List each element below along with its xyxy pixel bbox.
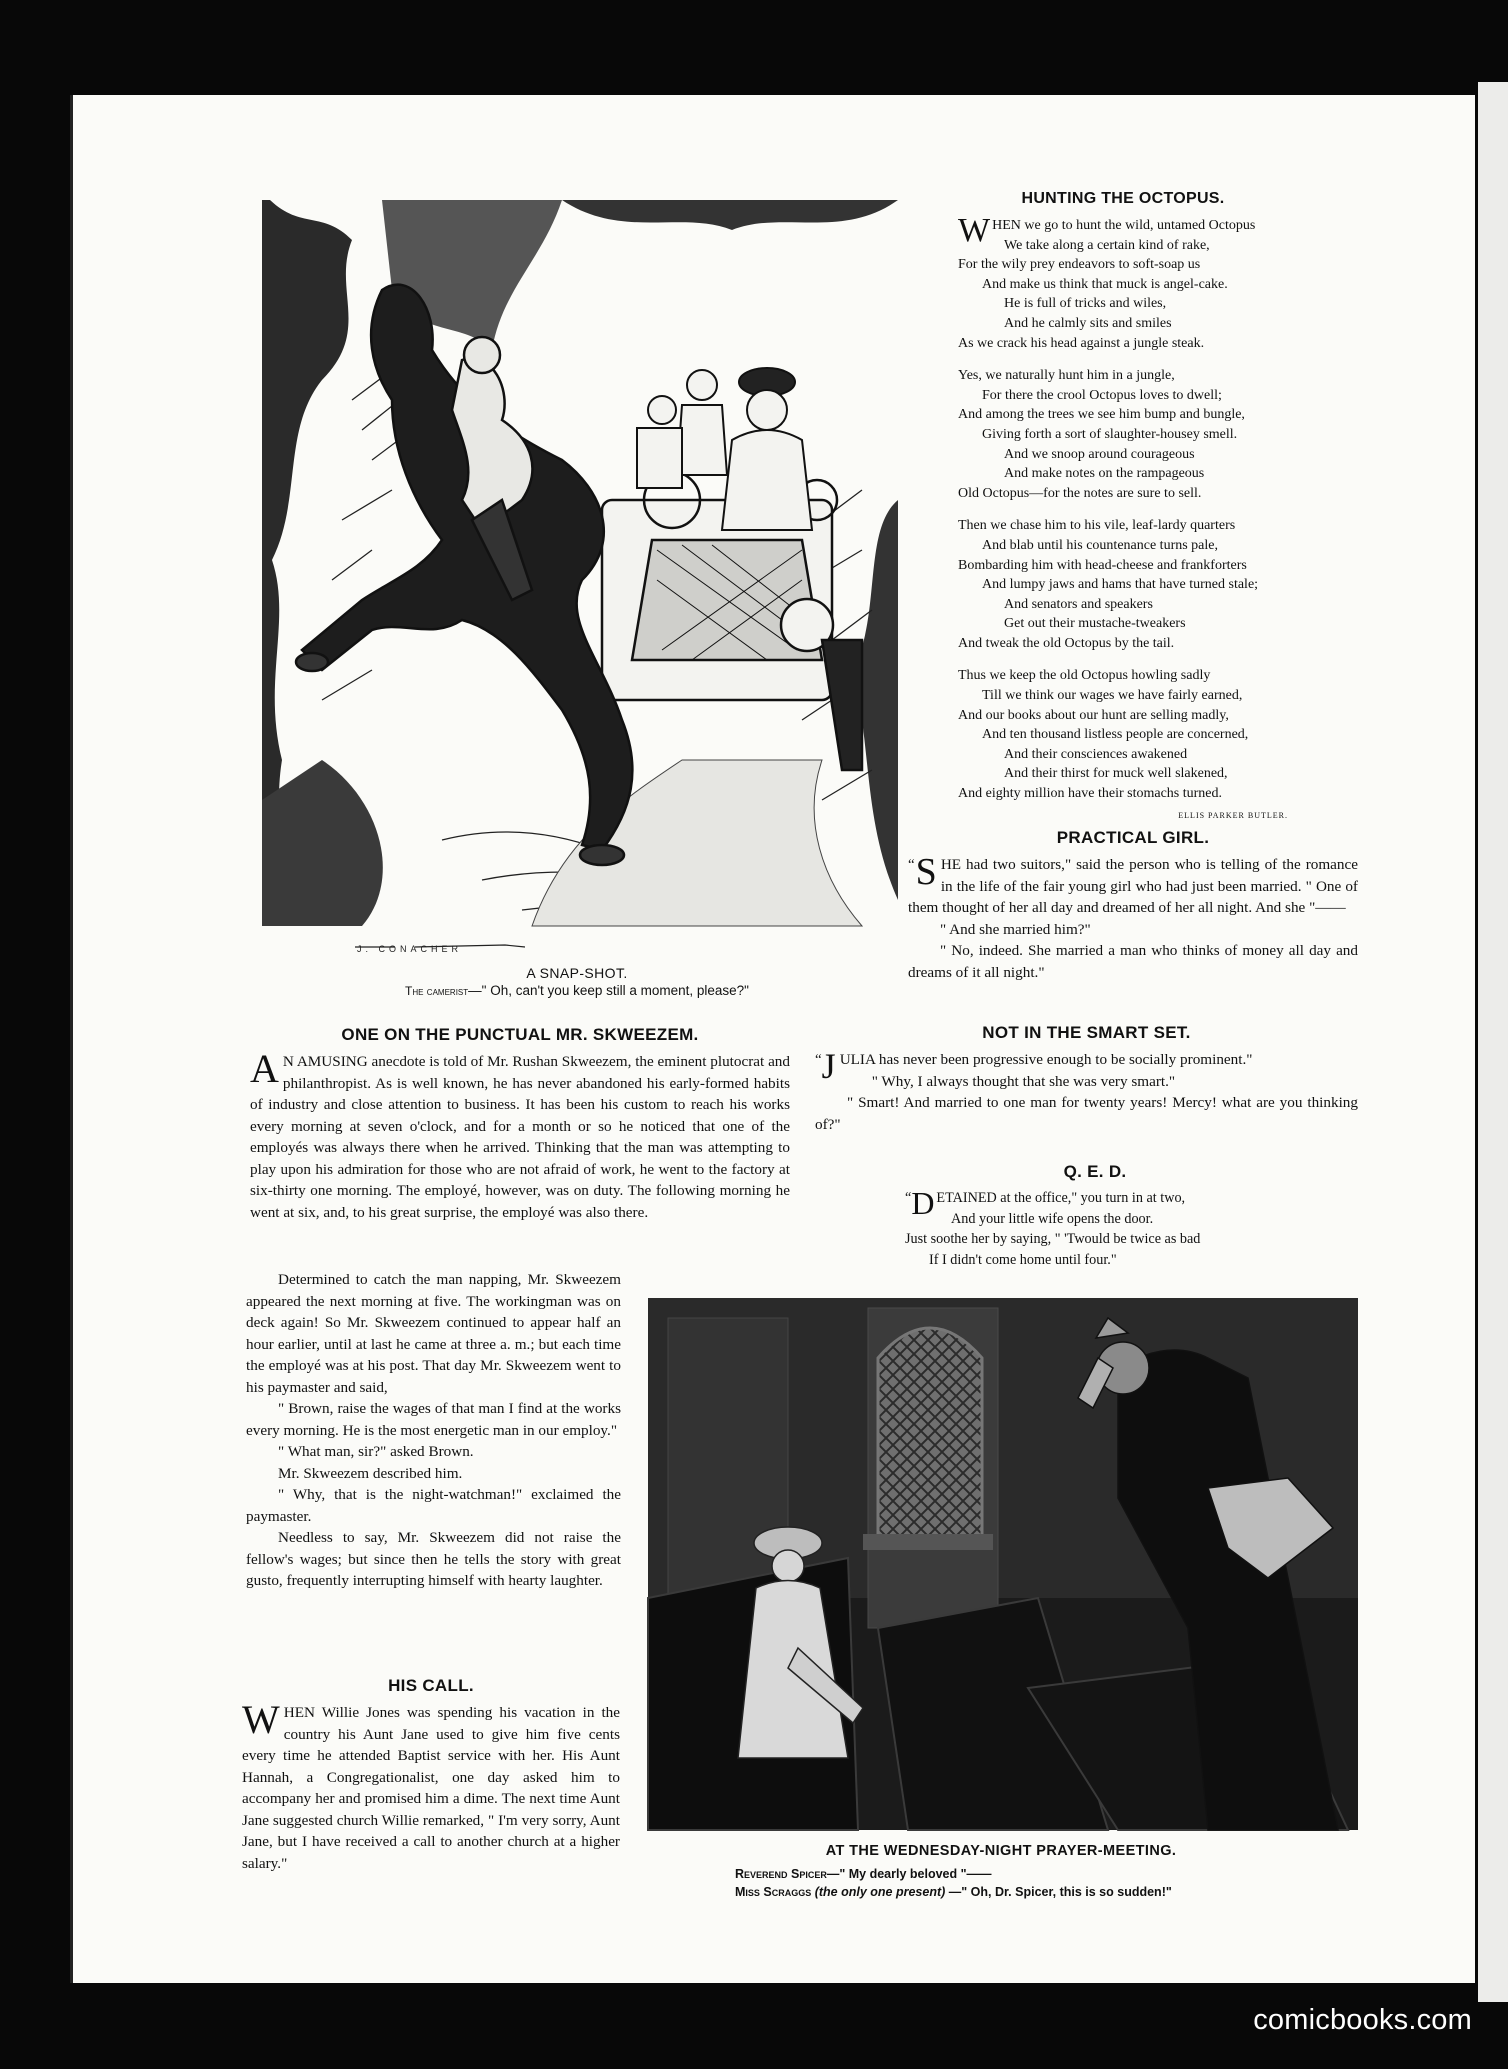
qed-line: “ D ETAINED at the office," you turn in at two, [905, 1185, 1186, 1221]
octopus-poem [958, 190, 1288, 825]
hiscall-dropcap: W [242, 1697, 280, 1742]
snapshot-illustration [262, 200, 898, 954]
octopus-line: And lumpy jaws and hams that have turned stale; [982, 577, 1259, 593]
octopus-author: ELLIS PARKER BUTLER. [1178, 810, 1288, 820]
skweezem-dropcap: A [250, 1046, 279, 1091]
skweezem-paragraph: " Brown, raise the wages of that man I find at the works every morning. He is the most energetic man in our employ." [246, 1400, 621, 1439]
octopus-line: And ten thousand listless people are concerned, [982, 727, 1249, 743]
octopus-stanza [958, 212, 1288, 353]
smartset-title: NOT IN THE SMART SET. [982, 1023, 1191, 1042]
octopus-line: And tweak the old Octopus by the tail. [958, 635, 1175, 651]
signature-scribble [355, 943, 795, 951]
octopus-dropcap: W [958, 212, 991, 249]
skweezem-continued [246, 1269, 621, 1592]
artist-signature-strip [355, 938, 795, 946]
octopus-line: And make us think that muck is angel-cake. [982, 276, 1228, 292]
smartset-paragraph: " Why, I always thought that she was very smart." [871, 1072, 1176, 1090]
smartset-dropcap: J [821, 1046, 836, 1086]
smart-set-article [815, 1023, 1358, 1135]
octopus-line: Then we chase him to his vile, leaf-lardy quarters [958, 518, 1236, 534]
practical-paragraph: “ S HE had two suitors," said the person who is telling of the romance in the life of the fair young girl who had just been married. " One of them thought of her all day and dreamed of her all night. And she "—— [908, 851, 1358, 916]
octopus-stanza [958, 666, 1288, 803]
skweezem-body [250, 1046, 790, 1223]
prayer-meeting-illustration [648, 1298, 1358, 1830]
qed-line: And your little wife opens the door. [951, 1210, 1154, 1227]
skweezem-title: ONE ON THE PUNCTUAL MR. SKWEEZEM. [341, 1025, 699, 1044]
skweezem-article [250, 1025, 790, 1223]
octopus-line: Bombarding him with head-cheese and frankforters [958, 557, 1247, 573]
practical-title: PRACTICAL GIRL. [1056, 828, 1210, 847]
practical-girl-article [908, 828, 1358, 983]
octopus-line: Yes, we naturally hunt him in a jungle, [958, 368, 1175, 384]
octopus-line: HEN we go to hunt the wild, untamed Octopus [992, 218, 1256, 233]
skweezem-paragraph-text: N AMUSING anecdote is told of Mr. Rushan Skweezem, the eminent plutocrat and philanthropist. As is well known, he has never abandoned his early-formed habits of industry and close attention to business. It has been his custom to reach his works every morning at seven o'clock, and for a month or so he noticed that one of the employés was always there when he arrived. Thinking that the man was attempting to play upon his admiration for those who are not afraid of work, he went to the factory at six-thirty one morning. The employé, however, was on duty. The following morning he went at six, and, to his great surprise, the employé was also there. [250, 1053, 790, 1221]
prayer-speaker-2: Miss Scraggs [735, 1885, 812, 1899]
smartset-paragraph-text: ULIA has never been progressive enough to be socially prominent." [839, 1051, 1253, 1068]
octopus-line: And among the trees we see him bump and bungle, [958, 407, 1245, 423]
prayer-aside-2: (the only one present) [814, 1885, 946, 1899]
octopus-line: Till we think our wages we have fairly earned, [982, 688, 1243, 704]
practical-body [908, 851, 1358, 983]
octopus-line: Thus we keep the old Octopus howling sadly [958, 668, 1211, 684]
qed-dropcap: D [911, 1185, 935, 1221]
artist-signature: J. CONACHER [357, 944, 463, 954]
octopus-line: For there the crool Octopus loves to dwell; [982, 387, 1222, 403]
octopus-line: Get out their mustache-tweakers [1004, 616, 1186, 632]
his-call-article [242, 1676, 620, 1874]
skweezem-paragraph: Determined to catch the man napping, Mr. Skweezem appeared the next morning at five. The workingman was on deck again! So Mr. Skweezem continued to appear half an hour earlier, until at last he came at three a. m.; but each time the employé was at his post. That day Mr. Skweezem went to his paymaster and said, [246, 1271, 621, 1396]
practical-paragraph: " No, indeed. She married a man who thinks of money all day and dreams of it all night." [908, 942, 1358, 981]
site-watermark: comicbooks.com [1253, 2004, 1472, 2036]
skweezem-paragraph: " What man, sir?" asked Brown. [278, 1443, 474, 1460]
practical-dropcap: S [915, 851, 937, 893]
prayer-text-1: —" My dearly beloved "—— [826, 1867, 992, 1881]
qed-title: Q. E. D. [1063, 1162, 1127, 1181]
prayer-dialogue [735, 1865, 1335, 1901]
octopus-line: And blab until his countenance turns pale, [982, 537, 1218, 553]
prayer-line-2 [735, 1883, 1335, 1901]
practical-paragraph-text: HE had two suitors," said the person who is telling of the romance in the life of the fair young girl who had just been married. " One of them thought of her all day and dreamed of her all night. And she "—— [908, 856, 1358, 916]
octopus-stanza [958, 366, 1288, 503]
hiscall-paragraph [242, 1697, 620, 1874]
snapshot-caption-line [262, 983, 892, 998]
qed-lines [905, 1185, 1285, 1270]
octopus-line: He is full of tricks and wiles, [1004, 296, 1167, 312]
octopus-line: As we crack his head against a jungle steak. [958, 335, 1205, 351]
octopus-title: HUNTING THE OCTOPUS. [1021, 190, 1225, 207]
octopus-line: Old Octopus—for the notes are sure to sell. [958, 485, 1202, 501]
octopus-line: And senators and speakers [1004, 596, 1153, 612]
hiscall-title: HIS CALL. [388, 1676, 474, 1695]
octopus-line: And our books about our hunt are selling madly, [958, 707, 1229, 723]
octopus-line: For the wily prey endeavors to soft-soap us [958, 257, 1201, 273]
snapshot-caption [262, 965, 892, 998]
snapshot-speaker: The camerist [405, 984, 469, 998]
skweezem-paragraph: " Why, that is the night-watchman!" exclaimed the paymaster. [246, 1486, 621, 1525]
church-interior-drawing [648, 1298, 1358, 1830]
prayer-caption [648, 1843, 1354, 1859]
octopus-stanzas [958, 212, 1288, 825]
octopus-line: And eighty million have their stomachs turned. [958, 786, 1223, 802]
octopus-line: Giving forth a sort of slaughter-housey smell. [982, 426, 1238, 442]
octopus-line: And we snoop around courageous [1004, 446, 1195, 462]
prayer-speaker-1: Reverend Spicer [735, 1867, 827, 1881]
octopus-line: And their thirst for muck well slakened, [1004, 766, 1228, 782]
qed-line: If I didn't come home until four." [929, 1251, 1117, 1268]
octopus-line: And make notes on the rampageous [1004, 466, 1205, 482]
octopus-stanza [958, 516, 1288, 653]
qed-line-text: ETAINED at the office," you turn in at two, [936, 1190, 1186, 1206]
skweezem-paragraph: Needless to say, Mr. Skweezem did not raise the fellow's wages; but since then he tells the story with great gusto, frequently interrupting himself with hearty laughter. [246, 1529, 621, 1589]
smartset-body [815, 1046, 1358, 1135]
skweezem-paragraph: Mr. Skweezem described him. [278, 1464, 463, 1482]
skweezem-paragraph [250, 1046, 790, 1223]
horse-and-automobile-drawing [262, 200, 898, 954]
qed-line: Just soothe her by saying, " 'Twould be twice as bad [905, 1231, 1201, 1247]
next-page-edge [1478, 82, 1508, 2002]
practical-paragraph: " And she married him?" [940, 920, 1091, 938]
snapshot-caption-title: A SNAP-SHOT. [526, 965, 628, 981]
octopus-line: And their consciences awakened [1004, 746, 1188, 762]
prayer-text-2: —" Oh, Dr. Spicer, this is so sudden!" [945, 1885, 1172, 1899]
octopus-line: And he calmly sits and smiles [1004, 315, 1172, 331]
prayer-line-1 [735, 1865, 1335, 1883]
smartset-paragraph: “ J ULIA has never been progressive enough to be socially prominent." [815, 1046, 1253, 1086]
hiscall-body [242, 1697, 620, 1874]
hiscall-paragraph-text: HEN Willie Jones was spending his vacation in the country his Aunt Jane used to give him five cents every time he attended Baptist service with her. His Aunt Hannah, a Congregationalist, one day asked him to accompany her and promised him a dime. The next time Aunt Jane suggested church Willie remarked, " I'm very sorry, Aunt Jane, but I have received a call to another church at a higher salary." [242, 1704, 620, 1872]
smartset-paragraph: " Smart! And married to one man for twenty years! Mercy! what are you thinking of?" [815, 1094, 1358, 1133]
qed-poem [905, 1162, 1285, 1270]
octopus-line: We take along a certain kind of rake, [1004, 237, 1210, 253]
snapshot-caption-text: —" Oh, can't you keep still a moment, please?" [468, 983, 749, 998]
prayer-caption-title: AT THE WEDNESDAY-NIGHT PRAYER-MEETING. [825, 1843, 1177, 1859]
